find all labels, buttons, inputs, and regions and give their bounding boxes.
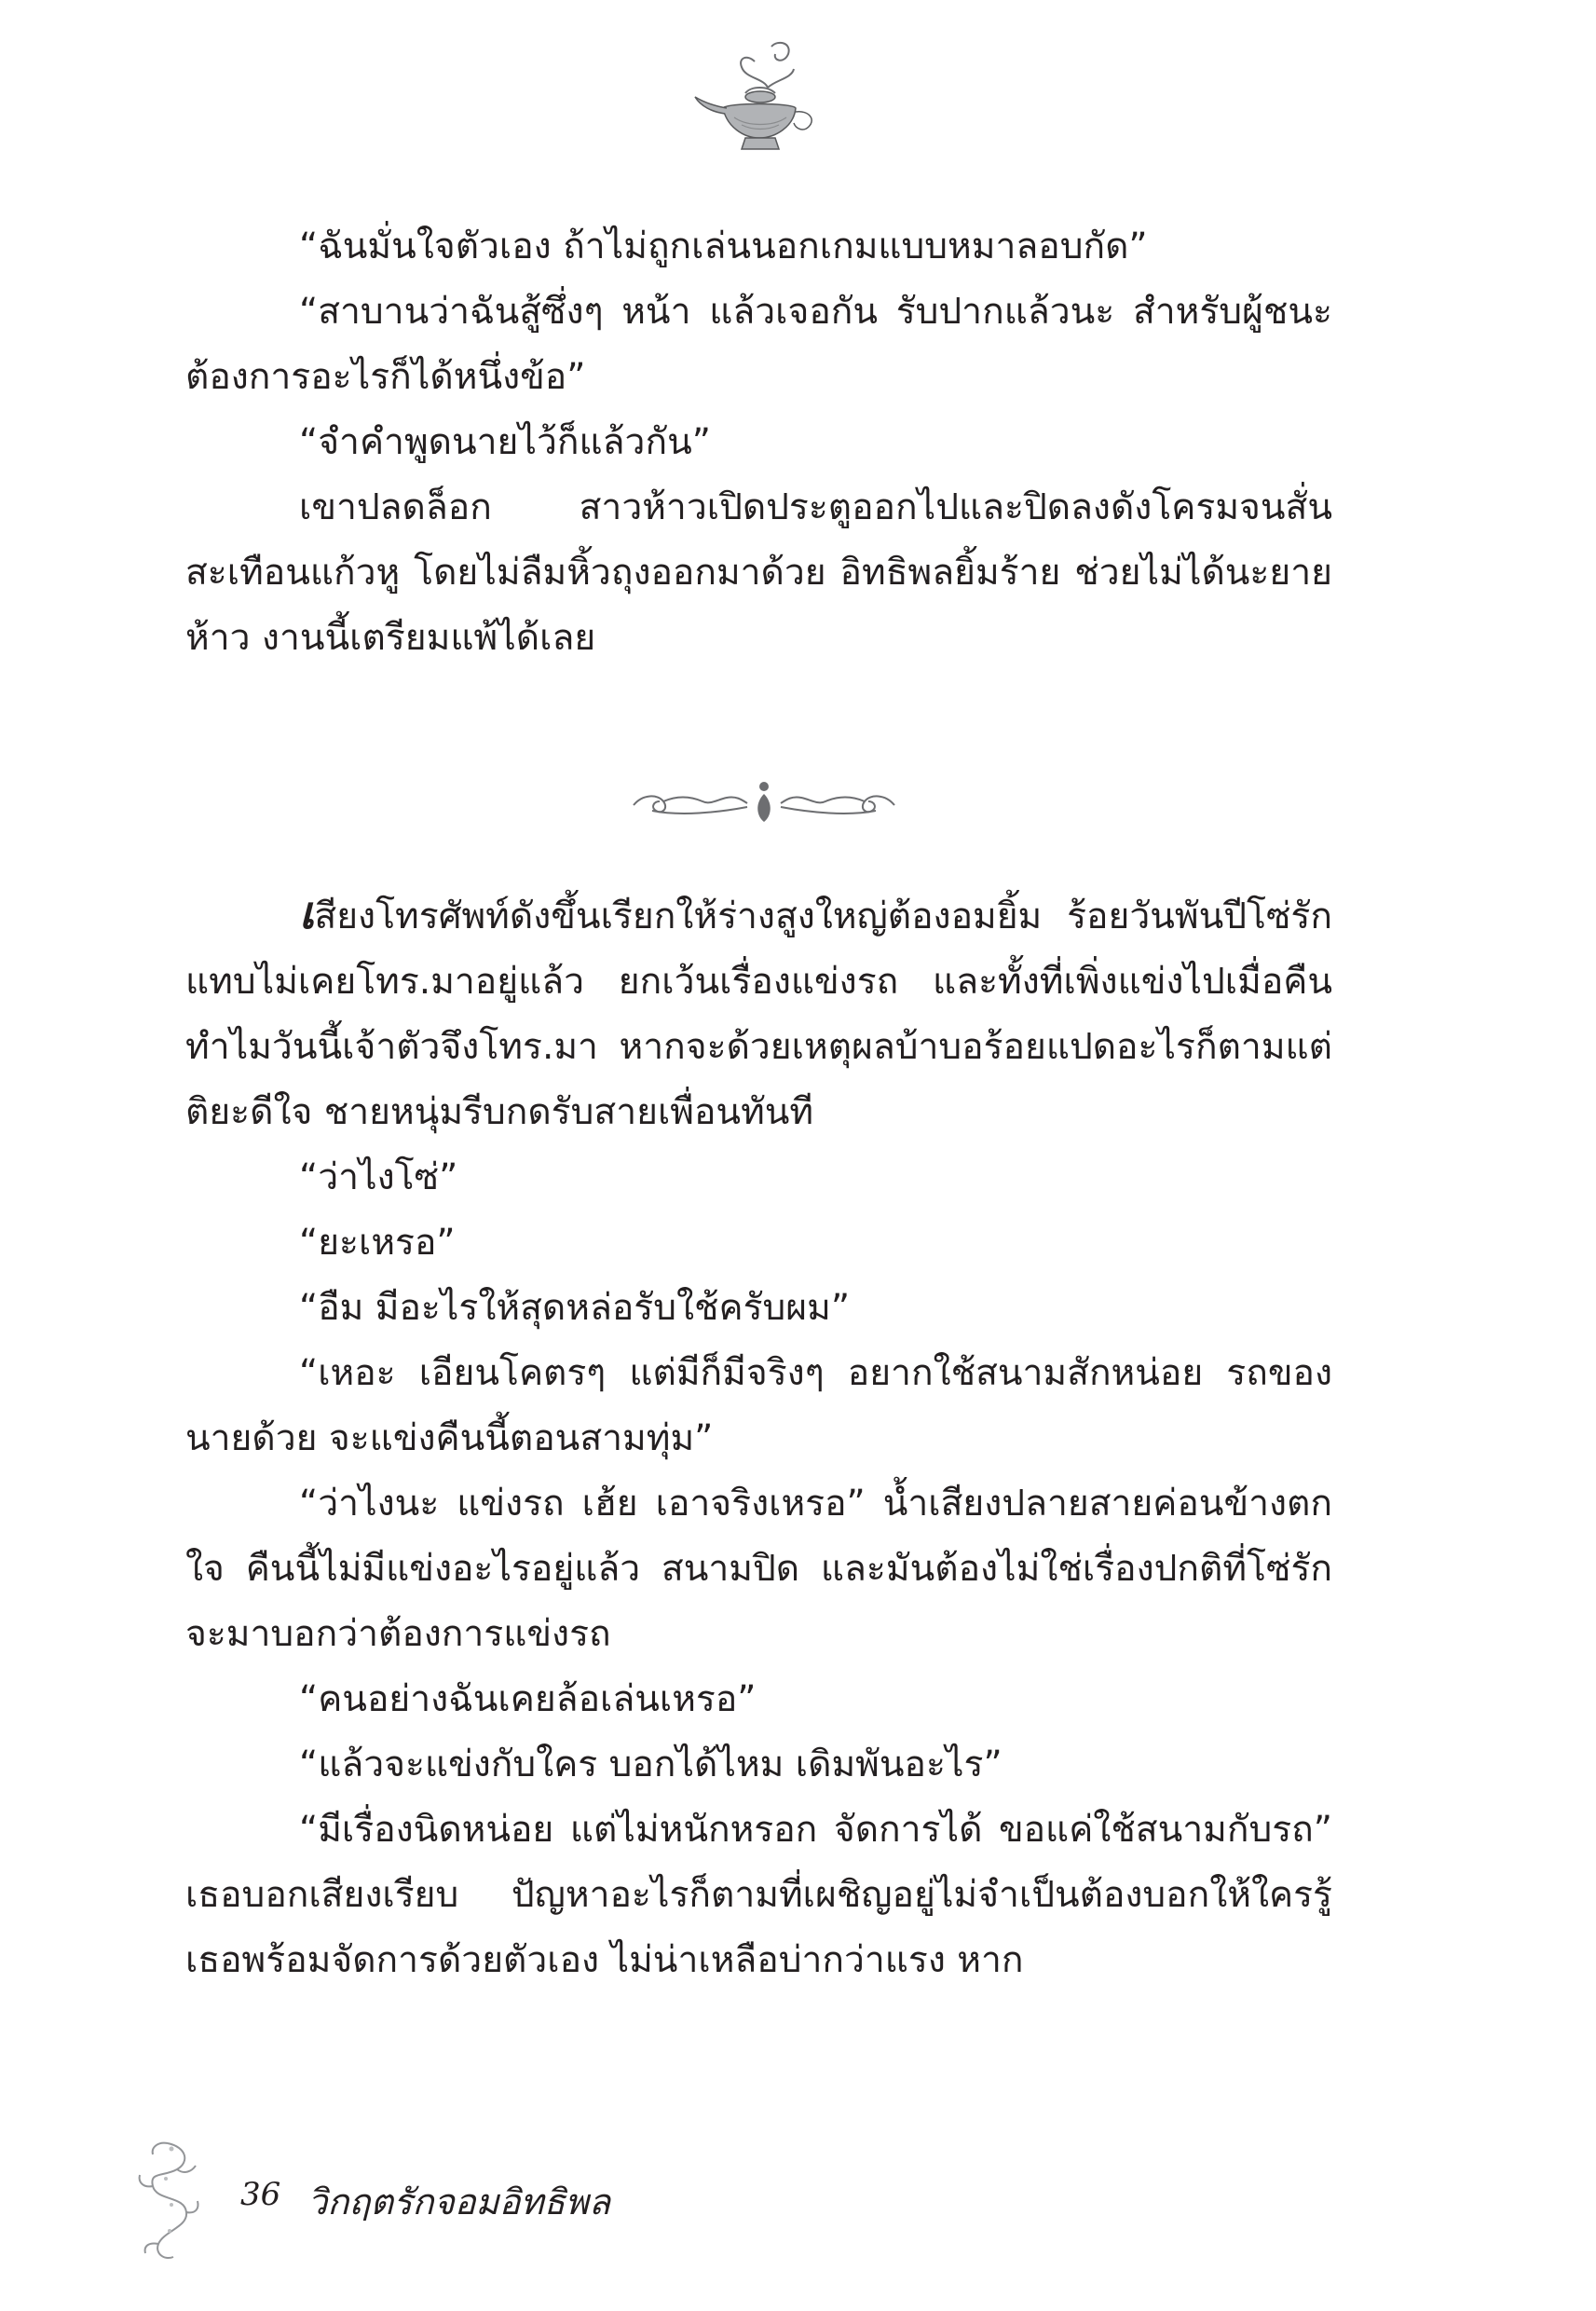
paragraph: “สาบานว่าฉันสู้ซึ่งๆ หน้า แล้วเจอกัน รับปากแล้วนะ สำหรับผู้ชนะต้องการอะไรก็ได้หนึ่งข้อ”: [185, 291, 1332, 398]
paragraph: “ว่าไงโซ่”: [299, 1156, 458, 1198]
paragraph-text: สียงโทรศัพท์ดังขึ้นเรียกให้ร่างสูงใหญ่ต้องอมยิ้ม ร้อยวันพันปีโซ่รักแทบไม่เคยโทร.มาอยู่แล้ว ยกเว้นเรื่องแข่งรถ และทั้งที่เพิ่งแข่งไปเมื่อคืน ทำไมวันนี้เจ้าตัวจึงโทร.มา หากจะด้วยเหตุผลบ้าบอร้อยแปดอะไรก็ตามแต่ ติยะดีใจ ชายหนุ่มรีบกดรับสายเพื่อนทันที: [185, 896, 1332, 1133]
paragraph: “ยะเหรอ”: [299, 1222, 456, 1264]
ornament-divider-icon: [624, 773, 904, 829]
dragon-icon: [130, 2134, 205, 2264]
paragraph: “มีเรื่องนิดหน่อย แต่ไม่หนักหรอก จัดการได้ ขอแค่ใช้สนามกับรถ” เธอบอกเสียงเรียบ ปัญหาอะไรก็ตามที่เผชิญอยู่ไม่จำเป็นต้องบอกให้ใครรู้ เธอพร้อมจัดการด้วยตัวเอง ไม่น่าเหลือบ่ากว่าแรง หาก: [185, 1809, 1332, 1981]
section-1: [185, 214, 1332, 671]
paragraph: “ฉันมั่นใจตัวเอง ถ้าไม่ถูกเล่นนอกเกมแบบหมาลอบกัด”: [299, 226, 1148, 267]
drop-cap: เ: [299, 887, 315, 939]
page-number: 36: [240, 2176, 281, 2213]
paragraph: “แล้วจะแข่งกับใคร บอกได้ไหม เดิมพันอะไร”: [299, 1744, 1003, 1785]
paragraph-first: [185, 881, 1332, 1145]
book-title: วิกฤตรักจอมอิทธิพล: [307, 2181, 610, 2222]
paragraph: “คนอย่างฉันเคยล้อเล่นเหรอ”: [299, 1678, 757, 1720]
paragraph: เขาปลดล็อก สาวห้าวเปิดประตูออกไปและปิดลงดังโครมจนสั่นสะเทือนแก้วหู โดยไม่ลืมหิ้วถุงออกมาด้วย อิทธิพลยิ้มร้าย ช่วยไม่ได้นะยายห้าว งานนี้เตรียมแพ้ได้เลย: [185, 486, 1332, 659]
paragraph: “อืม มีอะไรให้สุดหล่อรับใช้ครับผม”: [299, 1287, 851, 1329]
paragraph: “จำคำพูดนายไว้ก็แล้วกัน”: [299, 421, 711, 463]
genie-lamp-icon: [689, 37, 829, 168]
section-2: [185, 881, 1332, 1993]
paragraph: “เหอะ เอียนโคตรๆ แต่มีก็มีจริงๆ อยากใช้สนามสักหน่อย รถของนายด้วย จะแข่งคืนนี้ตอนสามทุ่ม”: [185, 1352, 1332, 1459]
paragraph: “ว่าไงนะ แข่งรถ เฮ้ย เอาจริงเหรอ” น้ำเสียงปลายสายค่อนข้างตกใจ คืนนี้ไม่มีแข่งอะไรอยู่แล้ว สนามปิด และมันต้องไม่ใช่เรื่องปกติที่โซ่รักจะมาบอกว่าต้องการแข่งรถ: [185, 1483, 1332, 1655]
